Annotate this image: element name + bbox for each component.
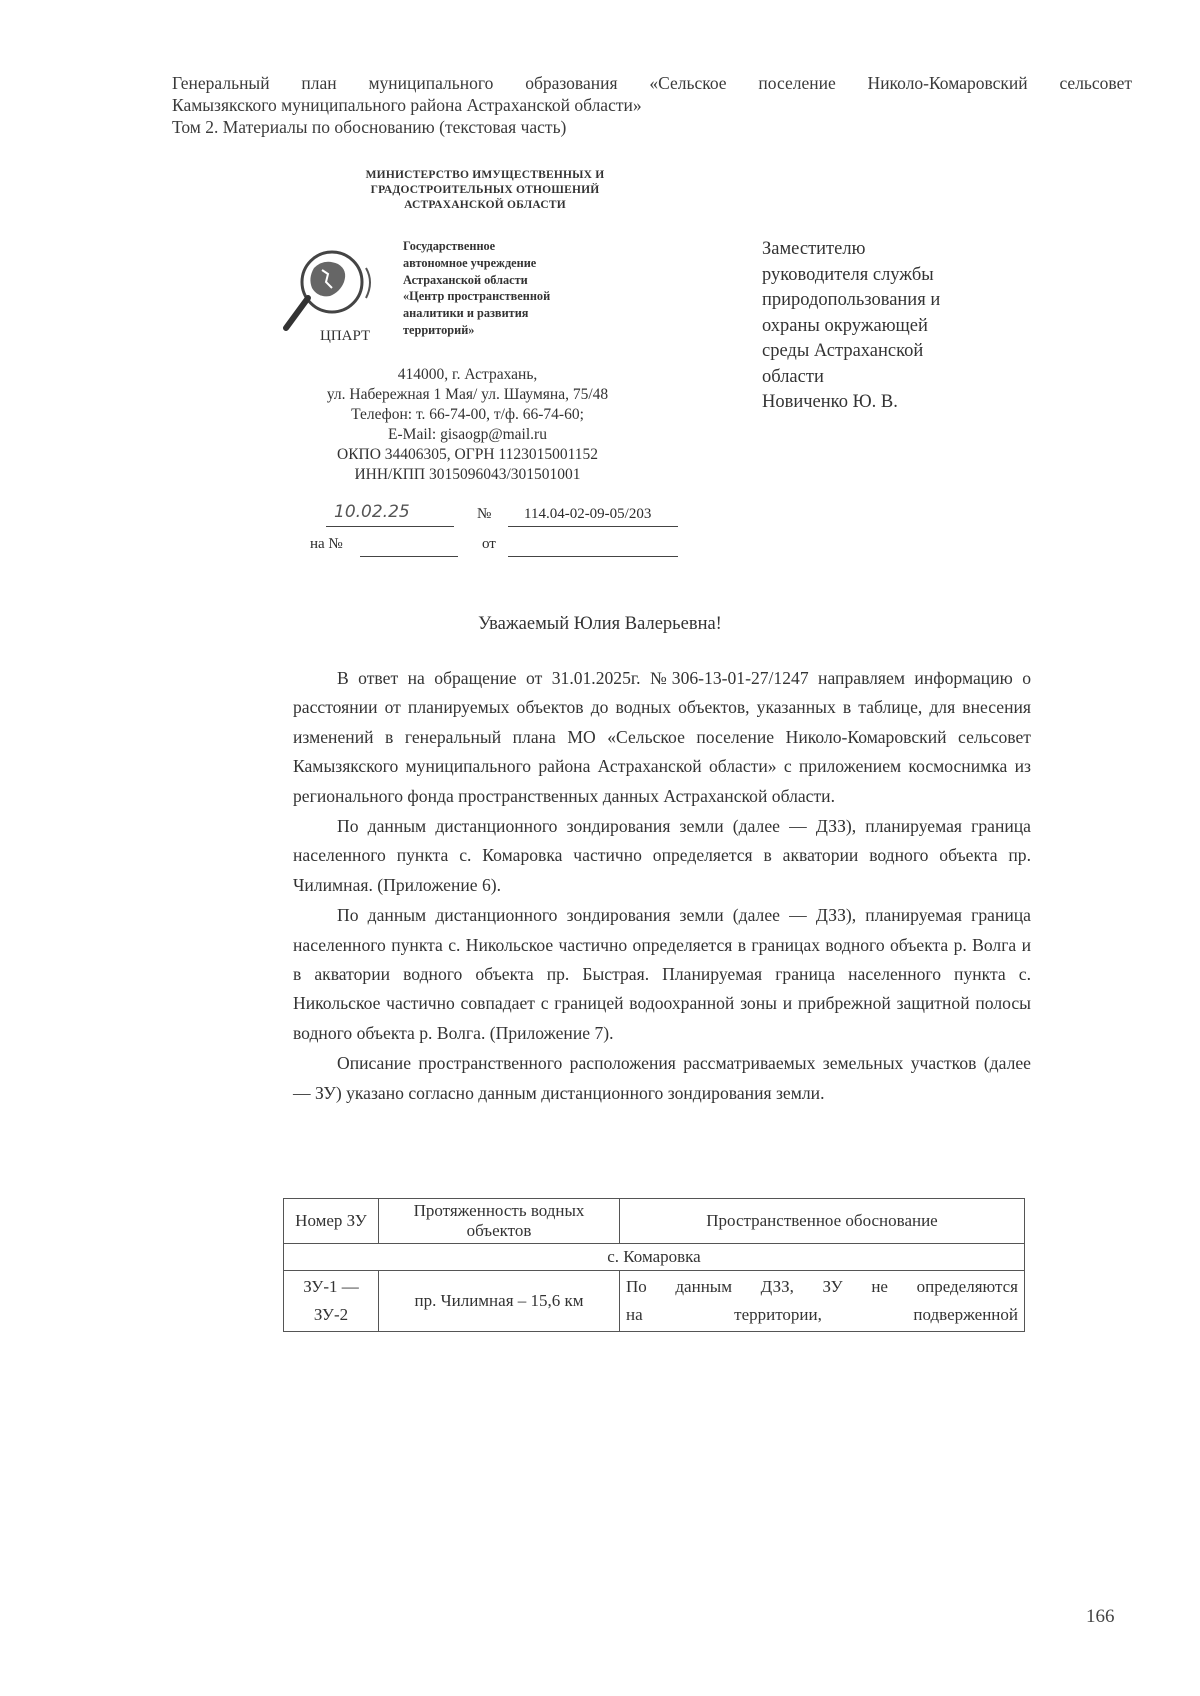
header-line-2: Камызякского муниципального района Астраханской области» — [172, 95, 642, 115]
handwritten-date: 10.02.25 — [334, 502, 410, 522]
letter-body — [293, 664, 1031, 1108]
cpart-logo-icon — [270, 244, 378, 344]
reference-number-label: на № — [310, 536, 343, 552]
table-header-cell: Протяженность водных объектов — [379, 1199, 620, 1244]
basis-cell: По данным ДЗЗ, ЗУ не определяются на территории, подверженной — [620, 1271, 1025, 1332]
body-paragraph: Описание пространственного расположения рассматриваемых земельных участков (далее — ЗУ) указано согласно данным дистанционного зондирования земли. — [293, 1053, 1031, 1103]
land-plots-table — [283, 1198, 1025, 1332]
number-underline — [508, 526, 678, 527]
organization-address: 414000, г. Астрахань, ул. Набережная 1 Мая/ ул. Шаумяна, 75/48 Телефон: т. 66-74-00, т/ф. 66-74-60; E-Mail: gisaogp@mail.ru ОКПО 34406305, ОГРН 1123015001152 ИНН/КПП 3015096043/301501001 — [326, 366, 609, 483]
logo-text: ЦПАРТ — [320, 328, 371, 344]
table-header-row — [284, 1199, 1025, 1244]
ministry-name: МИНИСТЕРСТВО ИМУЩЕСТВЕННЫХ И ГРАДОСТРОИТЕЛЬНЫХ ОТНОШЕНИЙ АСТРАХАНСКОЙ ОБЛАСТИ — [365, 169, 605, 211]
table-section-row — [284, 1244, 1025, 1271]
table-header-cell: Номер ЗУ — [284, 1199, 379, 1244]
table-header-cell: Пространственное обоснование — [620, 1199, 1025, 1244]
header-line-3: Том 2. Материалы по обоснованию (текстовая часть) — [172, 117, 567, 137]
page-number: 166 — [1086, 1606, 1115, 1627]
addressee-block: Заместителю руководителя службы природопользования и охраны окружающей среды Астраханской области Новиченко Ю. В. — [762, 239, 941, 412]
reference-number-line — [360, 556, 458, 557]
body-paragraph: В ответ на обращение от 31.01.2025г. №306-13-01-27/1247 направляем информацию о расстоянии от планируемых объектов до водных объектов, указанных в таблице, для внесения изменений в генеральный плана МО «Сельское поселение Николо-Комаровский сельсовет Камызякского муниципального района Астраханской области» с приложением космоснимка из регионального фонда пространственных данных Астраханской области. — [293, 668, 1031, 806]
greeting: Уважаемый Юлия Валерьевна! — [478, 614, 722, 634]
length-cell: пр. Чилимная – 15,6 км — [379, 1271, 620, 1332]
reference-date-label: от — [482, 536, 496, 552]
date-underline — [326, 526, 454, 527]
body-paragraph: По данным дистанционного зондирования земли (далее — ДЗЗ), планируемая граница населенного пункта с. Никольское частично определяется в границах водного объекта р. Волга и в акватории водного объекта пр. Быстрая. Планируемая граница населенного пункта с. Никольское частично совпадает с границей водоохранной зоны и прибрежной защитной полосы водного объекта р. Волга. (Приложение 7). — [293, 905, 1031, 1043]
zu-number-cell: ЗУ-1 — ЗУ-2 — [284, 1271, 379, 1332]
header-line-1: Генеральный план муниципального образования «Сельское поселение Николо-Комаровский сельсовет — [172, 73, 1132, 93]
body-paragraph: По данным дистанционного зондирования земли (далее — ДЗЗ), планируемая граница населенного пункта с. Комаровка частично определяется в акватории водного объекта пр. Чилимная. (Приложение 6). — [293, 816, 1031, 895]
organization-name: Государственное автономное учреждение Астраханской области «Центр пространственной аналитики и развития территорий» — [403, 239, 551, 337]
table-row — [284, 1271, 1025, 1332]
incoming-reference — [302, 536, 682, 566]
section-title: с. Комаровка — [284, 1244, 1025, 1271]
outgoing-number: 114.04-02-09-05/203 — [524, 506, 652, 522]
outgoing-registration — [302, 504, 682, 534]
document-running-header — [172, 72, 1132, 138]
number-label: № — [477, 506, 492, 522]
reference-date-line — [508, 556, 678, 557]
